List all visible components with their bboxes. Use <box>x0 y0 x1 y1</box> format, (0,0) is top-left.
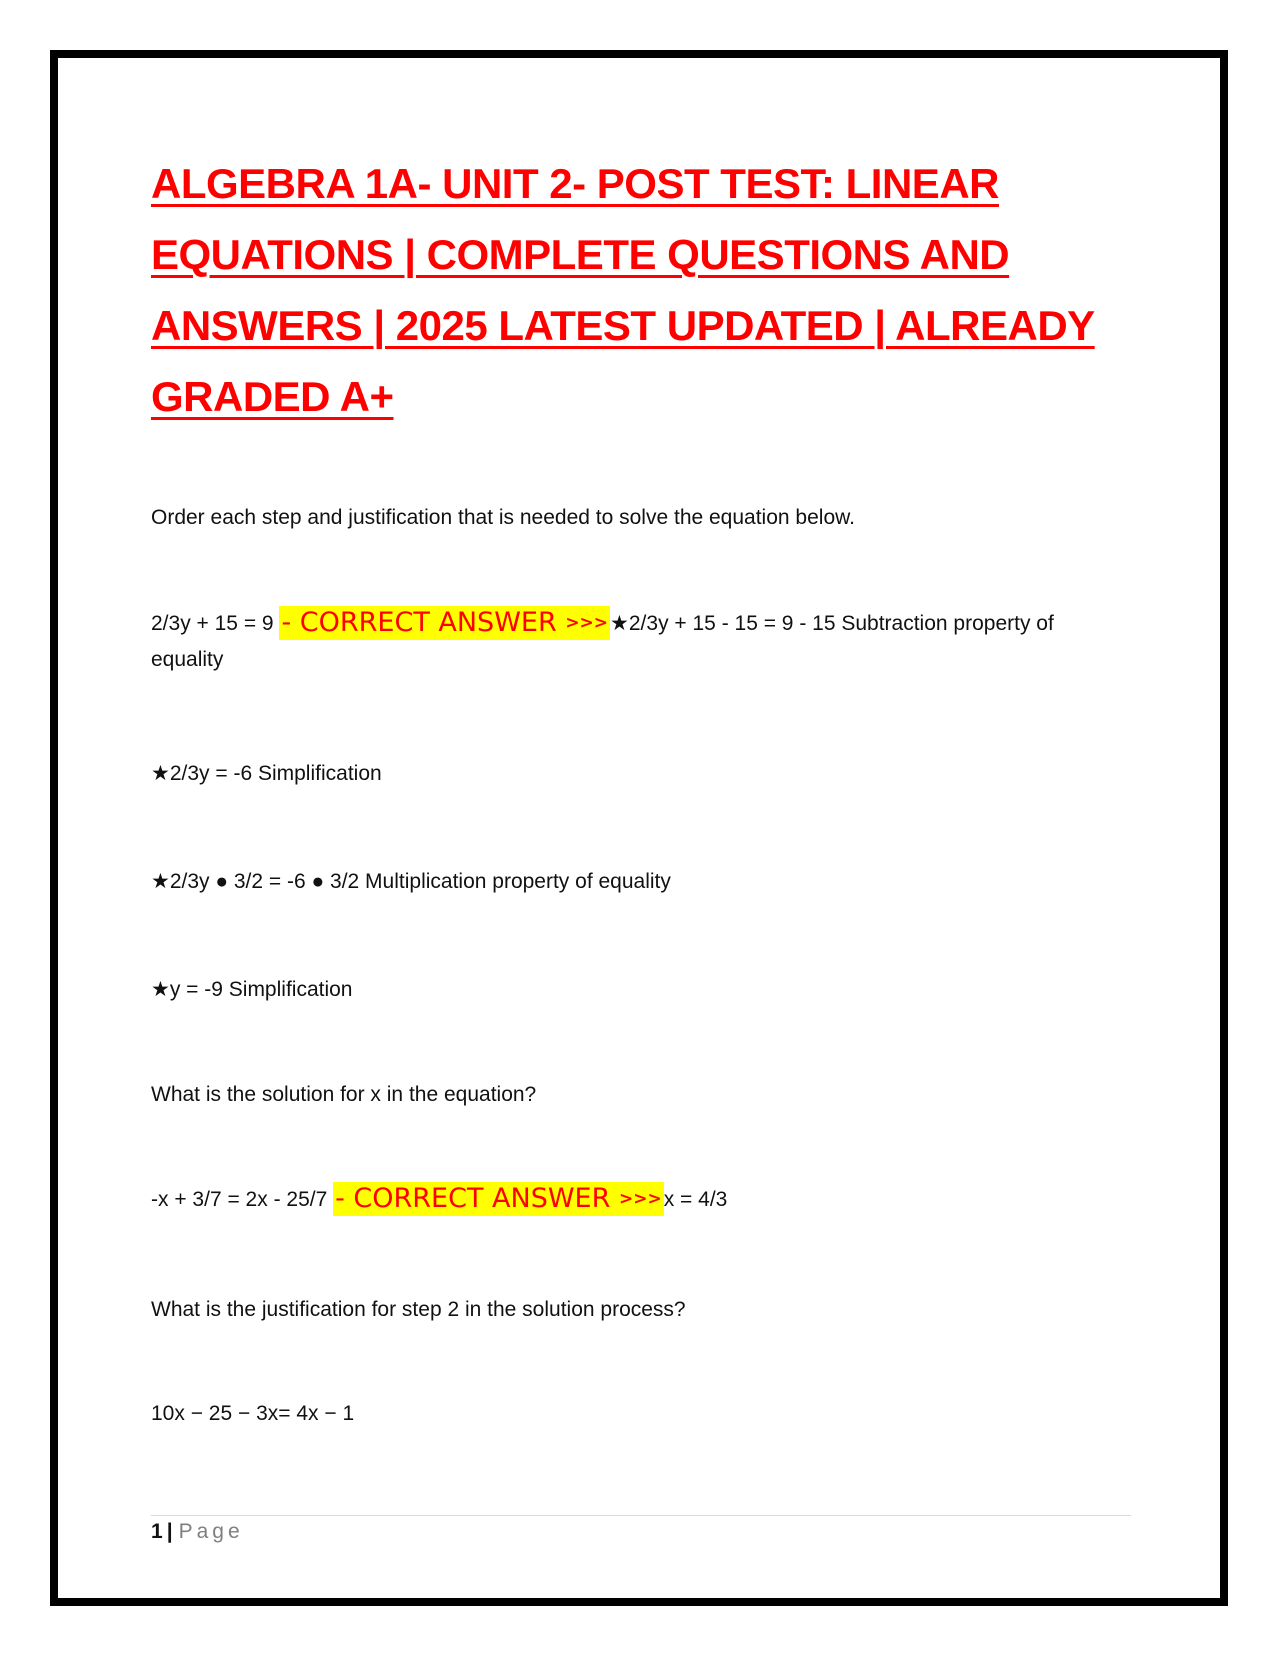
page-label: Page <box>178 1520 244 1543</box>
q1-step-3: ★2/3y ● 3/2 = -6 ● 3/2 Multiplication property of equality <box>151 870 671 893</box>
q1-answer-text: ★2/3y + 15 - 15 = 9 - 15 Subtraction property of <box>610 612 1054 635</box>
q2-prompt: What is the solution for x in the equation? <box>151 1083 537 1106</box>
q2-answer-line <box>151 1182 1131 1218</box>
page-number: 1 <box>151 1520 163 1543</box>
q1-answer-continuation: equality <box>151 648 224 671</box>
q2-equation: -x + 3/7 = 2x - 25/7 <box>151 1188 328 1211</box>
q1-step-4: ★y = -9 Simplification <box>151 978 353 1001</box>
footer-separator: | <box>166 1520 173 1543</box>
page-footer <box>151 1520 244 1544</box>
correct-answer-label: - CORRECT ANSWER <box>335 1183 611 1214</box>
q2-answer-text: x = 4/3 <box>663 1188 728 1211</box>
q3-equation: 10x − 25 − 3x= 4x − 1 <box>151 1402 355 1425</box>
q1-prompt: Order each step and justification that is needed to solve the equation below. <box>151 506 855 529</box>
footer-rule <box>151 1515 1131 1516</box>
answer-arrows: >>> <box>618 1189 662 1209</box>
q3-prompt: What is the justification for step 2 in the solution process? <box>151 1298 686 1321</box>
document-title: ALGEBRA 1A- UNIT 2- POST TEST: LINEAR EQUATIONS | COMPLETE QUESTIONS AND ANSWERS | 2025 LATEST UPDATED | ALREADY GRADED A+ <box>151 160 1095 420</box>
correct-answer-highlight <box>279 606 610 640</box>
correct-answer-label: - CORRECT ANSWER <box>281 607 557 638</box>
q1-answer-line <box>151 606 1131 642</box>
q1-step-2: ★2/3y = -6 Simplification <box>151 762 382 785</box>
answer-arrows: >>> <box>565 613 609 633</box>
q1-equation: 2/3y + 15 = 9 <box>151 612 274 635</box>
correct-answer-highlight <box>333 1182 664 1216</box>
